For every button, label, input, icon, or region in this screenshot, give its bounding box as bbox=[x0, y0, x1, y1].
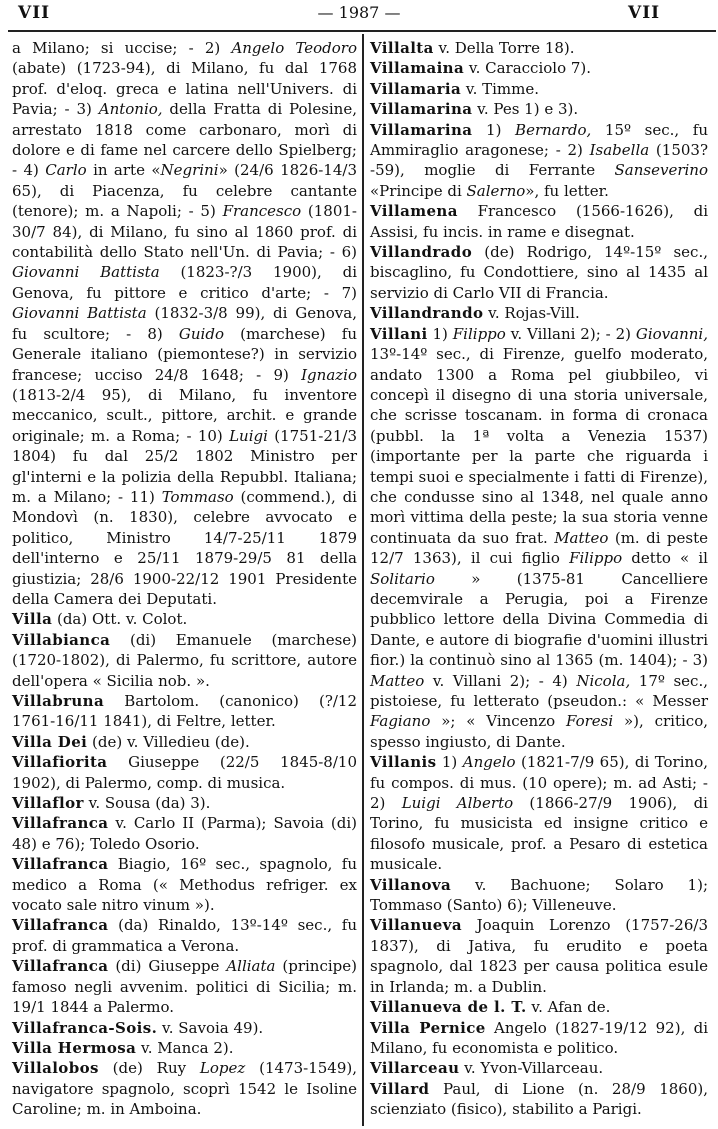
entry-headword: Villa Pernice bbox=[370, 1018, 486, 1037]
entry-text: Luigi Alberto bbox=[401, 794, 514, 813]
entry-text: » (24/6 1826-14/3 65), di Piacenza, fu celebre cantante (tenore); m. a Napoli; - 5) bbox=[12, 161, 357, 221]
entry-text: (commend.), di Mondovì (n. 1830), celebre avvocato e politico, Ministro 14/7-25/11 1879 dell'interno e 25/11 1879-29/5 81 della giustizia; 28/6 1900-22/12 1901 Presidente della Camera dei Deputati. bbox=[12, 487, 357, 608]
entry-text: v. Timme. bbox=[461, 79, 540, 98]
entry-text: 15º sec., fu Ammiraglio aragonese; - 2) bbox=[370, 120, 709, 160]
entry-text: Carlo bbox=[45, 161, 87, 180]
dictionary-entry bbox=[370, 120, 708, 202]
entry-text: v. Villani 2); - 4) bbox=[424, 671, 577, 690]
dictionary-entry bbox=[370, 38, 708, 58]
entry-headword: Villafranca bbox=[12, 814, 109, 833]
entry-text: v. Pes 1) e 3). bbox=[472, 100, 579, 119]
entry-text: 1) bbox=[436, 753, 463, 772]
entry-headword: Villaflor bbox=[12, 794, 84, 813]
dictionary-entry bbox=[370, 875, 708, 916]
entry-text: Francesco (1566-1626), di Assisi, fu incis. in rame e disegnat. bbox=[370, 202, 708, 241]
dictionary-entry bbox=[12, 1018, 357, 1038]
dictionary-entry bbox=[370, 1018, 708, 1059]
entry-text: v. Yvon-Villarceau. bbox=[459, 1059, 604, 1078]
entry-text: Guido bbox=[178, 324, 224, 343]
entry-headword: Villani bbox=[370, 324, 428, 343]
dictionary-entry bbox=[370, 99, 708, 119]
entry-text: (m. di peste 12/7 1363), il cui figlio bbox=[370, 528, 708, 568]
entry-text: Bernardo, bbox=[515, 120, 592, 139]
entry-text: v. Manca 2). bbox=[136, 1038, 234, 1057]
header-right-label: VII bbox=[628, 3, 661, 23]
dictionary-entry bbox=[370, 1058, 708, 1078]
entry-text: Sanseverino bbox=[614, 161, 708, 180]
entry-text: detto « il bbox=[622, 549, 708, 568]
entry-text: (1473-1549), navigatore spagnolo, scoprì 1542 le Isoline Caroline; m. in Amboina. bbox=[12, 1059, 358, 1119]
entry-text: (de) v. Villedieu (de). bbox=[87, 732, 250, 751]
entry-headword: Villanis bbox=[370, 753, 437, 772]
entry-text: v. Bachuone; Solaro 1); Tommaso (Santo) 6); Villeneuve. bbox=[370, 875, 708, 915]
entry-headword: Villalta bbox=[370, 39, 434, 57]
entry-text: (1821-7/9 65), di Torino, fu compos. di mus. (10 opere); m. ad Asti; - 2) bbox=[370, 753, 708, 813]
dictionary-entry bbox=[12, 854, 357, 915]
entry-headword: Villafranca bbox=[12, 957, 109, 976]
entry-text: Biagio, 16º sec., spagnolo, fu medico a Roma (« Methodus refriger. ex vocato sale nitro vinum »). bbox=[12, 855, 357, 915]
entry-text: v. Caracciolo 7). bbox=[464, 59, 592, 78]
entry-text: (1823-?/3 1900), di Genova, fu pittore e critico d'arte; - 7) bbox=[12, 263, 357, 302]
entry-text: 13º-14º sec., di Firenze, guelfo moderato, andato 1300 a Roma pel giubbileo, vi concepì il disegno di una storia universale, che scrisse toscanam. in forma di cronaca (pubbl. la 1ª volta a Venezia 1537) (importante per la parte che riguarda i tempi suoi e specialmente i fatti di Firenze), che condusse sino al 1348, nel quale anno morì vittima della peste; la sua storia venne continuata da suo frat. bbox=[370, 345, 708, 547]
entry-text: » (1375-81 Cancelliere decemvirale a Perugia, poi a Firenze pubblico lettore della Divina Commedia di Dante, e autore di biografie d'uomini illustri fior.) la continuò sino al 1365 (m. 1404); - 3) bbox=[370, 569, 708, 670]
entry-text: v. Sousa (da) 3). bbox=[83, 794, 211, 813]
entry-headword: Villa Dei bbox=[12, 732, 88, 751]
entry-text: (1503?-59), moglie di Ferrante bbox=[370, 141, 708, 180]
entry-headword: Villanova bbox=[370, 875, 452, 894]
page-header bbox=[0, 3, 718, 29]
entry-headword: Villafranca-Sois. bbox=[12, 1018, 158, 1037]
entry-text: v. Afan de. bbox=[526, 998, 611, 1017]
dictionary-entry bbox=[370, 79, 708, 99]
entry-text: »; « Vincenzo bbox=[430, 712, 566, 731]
entry-text: Matteo bbox=[554, 528, 609, 547]
entry-text: (marchese) fu Generale italiano (piemontese?) in servizio francese; ucciso 24/8 1648; - 9) bbox=[12, 324, 358, 384]
entry-text: Paul, di Lione (n. 28/9 1860), scienziato (fisico), stabilito a Parigi. bbox=[370, 1079, 708, 1119]
entry-headword: Villabruna bbox=[12, 692, 105, 710]
entry-text: a Milano; si uccise; - 2) bbox=[12, 39, 232, 57]
dictionary-entry bbox=[370, 1079, 708, 1120]
dictionary-entry bbox=[12, 691, 357, 732]
entry-text: Lopez bbox=[199, 1059, 246, 1078]
entry-text: (de) Ruy bbox=[98, 1059, 200, 1078]
entry-text: v. Villani 2); - 2) bbox=[505, 324, 636, 343]
entry-text: (1832-3/8 99), di Genova, fu scultore; - 8) bbox=[12, 304, 357, 343]
entry-text: (1813-2/4 95), di Milano, fu inventore meccanico, scult., pittore, archit. e grande originale; m. a Roma; - 10) bbox=[12, 385, 357, 445]
entry-text: (1801-30/7 84), di Milano, fu sino al 1860 prof. di contabilità dello Stato nell'Un. di Pavia; - 6) bbox=[12, 202, 357, 262]
dictionary-entry bbox=[12, 915, 357, 956]
entry-headword: Villanueva bbox=[370, 916, 462, 935]
entry-text: v. Carlo II (Parma); Savoia (di) 48) e 76); Toledo Osorio. bbox=[12, 814, 357, 853]
entry-headword: Villalobos bbox=[12, 1059, 99, 1078]
entry-text: », fu letter. bbox=[525, 181, 609, 200]
entry-headword: Villamarina bbox=[370, 100, 473, 119]
entry-text: Isabella bbox=[589, 141, 650, 160]
entry-text: (principe) famoso negli avvenim. politici di Sicilia; m. 19/1 1844 a Palermo. bbox=[12, 957, 357, 1017]
entry-text: Francesco bbox=[222, 202, 302, 221]
dictionary-entry bbox=[12, 630, 357, 691]
entry-text: (da) Ott. v. Colot. bbox=[52, 610, 188, 629]
entry-headword: Villarceau bbox=[370, 1059, 460, 1078]
entry-text: Antonio, bbox=[98, 100, 163, 119]
entry-text: 1) bbox=[427, 324, 453, 343]
header-rule bbox=[8, 30, 716, 32]
dictionary-entry bbox=[12, 1038, 357, 1058]
dictionary-entry bbox=[12, 956, 357, 1017]
entry-headword: Villandrado bbox=[370, 243, 473, 262]
entry-text: Nicola, bbox=[576, 671, 631, 690]
right-column bbox=[370, 38, 708, 1120]
entry-text: (di) Giuseppe bbox=[108, 957, 227, 976]
page-number: — 1987 — bbox=[317, 3, 401, 22]
entry-text: »), critico, spesso ingiusto, di Dante. bbox=[370, 712, 708, 751]
entry-text: Solitario bbox=[370, 569, 435, 588]
dictionary-entry bbox=[12, 1058, 357, 1119]
entry-headword: Villafranca bbox=[12, 916, 109, 935]
entry-text: Giuseppe (22/5 1845-8/10 1902), di Palermo, comp. di musica. bbox=[12, 753, 357, 792]
entry-text: Angelo (1827-19/12 92), di Milano, fu economista e politico. bbox=[370, 1018, 708, 1057]
dictionary-entry bbox=[370, 58, 708, 78]
dictionary-entry bbox=[12, 609, 357, 629]
entry-text: Bartolom. (canonico) (?/12 1761-16/11 1841), di Feltre, letter. bbox=[12, 692, 357, 731]
entry-text: in arte « bbox=[86, 161, 161, 180]
entry-text: v. Savoia 49). bbox=[157, 1018, 264, 1037]
entry-headword: Villanueva de l. T. bbox=[370, 998, 527, 1017]
entry-headword: Villard bbox=[370, 1079, 430, 1098]
dictionary-entry bbox=[370, 915, 708, 997]
entry-headword: Villamena bbox=[370, 202, 458, 221]
entry-text: (1751-21/3 1804) fu dal 25/2 1802 Ministro per gl'interni e la polizia della Repubbl. Italiana; m. a Milano; - 11) bbox=[12, 426, 358, 506]
entry-text: Ignazio bbox=[301, 365, 357, 384]
entry-headword: Villafiorita bbox=[12, 753, 108, 772]
dictionary-entry bbox=[370, 752, 708, 874]
entry-text: «Principe di bbox=[370, 181, 467, 200]
entry-text: Matteo bbox=[370, 671, 425, 690]
entry-text: Luigi bbox=[229, 426, 268, 445]
entry-text: 1) bbox=[472, 120, 516, 139]
entry-text: Salerno bbox=[466, 181, 526, 200]
dictionary-entry bbox=[12, 813, 357, 854]
entry-text: Fagiano bbox=[370, 712, 431, 731]
dictionary-entry bbox=[370, 201, 708, 242]
dictionary-entry bbox=[12, 793, 357, 813]
entry-text: (da) Rinaldo, 13º-14º sec., fu prof. di grammatica a Verona. bbox=[12, 916, 357, 955]
dictionary-entry bbox=[370, 324, 708, 753]
dictionary-entry bbox=[370, 303, 708, 323]
entry-text: (1866-27/9 1906), di Torino, fu musicista ed insigne critico e filosofo musicale, prof. a Pesaro di estetica musicale. bbox=[370, 794, 708, 874]
dictionary-entry bbox=[12, 752, 357, 793]
entry-text: (de) Rodrigo, 14º-15º sec., biscaglino, fu Condottiere, sino al 1435 al servizio di Carlo VII di Francia. bbox=[370, 243, 708, 302]
entry-headword: Villa bbox=[12, 610, 53, 629]
entry-text: Filippo bbox=[452, 324, 506, 343]
dictionary-entry bbox=[12, 38, 357, 609]
entry-text: (abate) (1723-94), di Milano, fu dal 1768 prof. d'eloq. greca e latina nell'Univers. di Pavia; - 3) bbox=[12, 59, 357, 119]
dictionary-entry bbox=[12, 732, 357, 752]
entry-text: Negrini bbox=[160, 161, 219, 180]
entry-text: Filippo bbox=[569, 549, 623, 568]
entry-text: Giovanni Battista bbox=[12, 263, 160, 282]
entry-headword: Villamaina bbox=[370, 59, 465, 78]
entry-text: v. Rojas-Vill. bbox=[483, 304, 580, 323]
entry-text: Angelo Teodoro bbox=[231, 39, 357, 57]
entry-text: Giovanni Battista bbox=[12, 304, 147, 323]
entry-headword: Villamaria bbox=[370, 79, 462, 98]
entry-text: Giovanni, bbox=[635, 324, 708, 343]
entry-headword: Villafranca bbox=[12, 855, 109, 874]
entry-headword: Villandrando bbox=[370, 304, 484, 323]
entry-text: (di) Emanuele (marchese) (1720-1802), di Palermo, fu scrittore, autore dell'opera « Sicilia nob. ». bbox=[12, 630, 357, 690]
entry-text: Foresi bbox=[565, 712, 614, 731]
entry-text: Alliata bbox=[226, 957, 276, 976]
entry-text: Tommaso bbox=[161, 487, 234, 506]
entry-text: Angelo bbox=[462, 753, 516, 772]
dictionary-entry bbox=[370, 242, 708, 303]
header-left-label: VII bbox=[18, 3, 51, 23]
entry-headword: Villa Hermosa bbox=[12, 1038, 137, 1057]
entry-text: Joaquin Lorenzo (1757-26/3 1837), di Jativa, fu erudito e poeta spagnolo, dal 1823 per causa politica esule in Irlanda; m. a Dublin. bbox=[370, 916, 708, 996]
entry-text: v. Della Torre 18). bbox=[433, 39, 575, 57]
entry-text: della Fratta di Polesine, arrestato 1818 come carbonaro, morì di dolore e di fame nel carcere dello Spielberg; - 4) bbox=[12, 100, 357, 180]
left-column bbox=[12, 38, 357, 1120]
entry-headword: Villamarina bbox=[370, 120, 473, 139]
entry-text: 17º sec., pistoiese, fu letterato (pseudon.: « Messer bbox=[370, 671, 708, 710]
column-divider bbox=[362, 34, 364, 1126]
dictionary-entry bbox=[370, 997, 708, 1017]
entry-headword: Villabianca bbox=[12, 630, 111, 649]
